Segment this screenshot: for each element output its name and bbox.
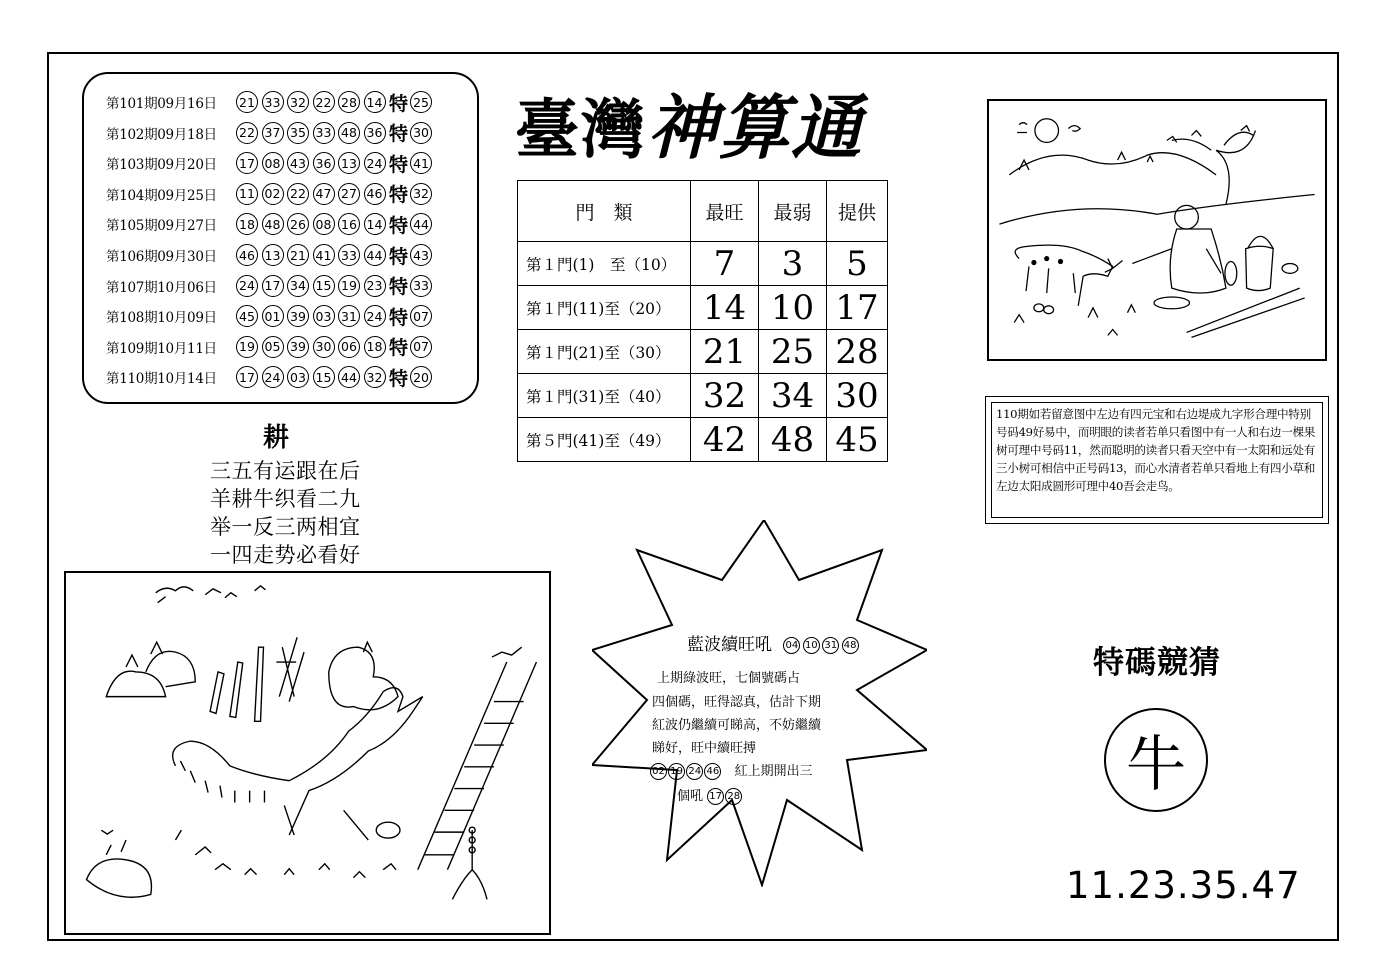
ball: 45 xyxy=(236,305,258,327)
ball: 04 xyxy=(783,637,800,654)
table-cell-min: 48 xyxy=(759,418,827,462)
ball: 19 xyxy=(236,336,258,358)
result-label: 第105期09月27日 xyxy=(106,218,217,235)
star-last-line xyxy=(677,785,739,805)
result-row xyxy=(106,88,436,116)
ball: 19 xyxy=(338,275,360,297)
special-marker: 特 xyxy=(389,306,409,329)
star-ball-line xyxy=(650,760,813,780)
result-row xyxy=(106,333,436,361)
result-label: 第106期09月30日 xyxy=(106,249,217,265)
special-ball: 07 xyxy=(410,305,432,327)
ball: 06 xyxy=(338,336,360,358)
star-title-balls xyxy=(783,635,855,655)
table-header: 門 類 xyxy=(518,181,691,242)
poem-title: 耕 xyxy=(263,423,290,453)
results-panel xyxy=(82,72,479,404)
special-marker: 特 xyxy=(389,92,409,115)
ball: 22 xyxy=(236,122,258,144)
star-title-text: 藍波續旺吼 xyxy=(687,635,772,655)
result-row xyxy=(106,180,436,208)
poem-line: 三五有运跟在后 xyxy=(210,459,361,483)
ball: 27 xyxy=(338,183,360,205)
table-cell-min: 25 xyxy=(759,330,827,374)
special-ball: 07 xyxy=(410,336,432,358)
guess-numbers: 11.23.35.47 xyxy=(1066,864,1301,907)
table-cell-max: 32 xyxy=(691,374,759,418)
special-ball: 30 xyxy=(410,122,432,144)
table-cell-max: 14 xyxy=(691,286,759,330)
guess-title: 特碼競猜 xyxy=(1093,645,1221,681)
ball: 48 xyxy=(338,122,360,144)
title-part1: 臺灣 xyxy=(515,93,647,168)
table-row xyxy=(518,242,888,286)
ball: 41 xyxy=(313,244,335,266)
riddle-picture-left xyxy=(64,571,551,935)
ball: 47 xyxy=(313,183,335,205)
ball: 16 xyxy=(338,213,360,235)
ball: 32 xyxy=(287,91,309,113)
poem-line: 羊耕牛织看二九 xyxy=(210,487,361,511)
result-row xyxy=(106,241,436,269)
star-line: 四個碼，旺得認真，估計下期 xyxy=(652,695,822,710)
hint-text: 110期如若留意图中左边有四元宝和右边堤成九字形合理中特别号码49好易中，而明眼的读者若单只看图中有一人和右边一棵果树可理中号码11，然而聪明的读者只看天空中有一太阳和远处有三小树可相信中正号码13，而心水清者若单只看地上有四小草和左边太阳成圆形可理中40吾会走鸟。 xyxy=(991,402,1323,518)
table-cell-label: 第５門(41)至（49） xyxy=(518,418,691,462)
table-header: 最旺 xyxy=(691,181,759,242)
special-ball: 32 xyxy=(410,183,432,205)
special-marker: 特 xyxy=(389,184,409,207)
table-cell-label: 第１門(31)至（40） xyxy=(518,374,691,418)
special-ball: 20 xyxy=(410,366,432,388)
result-label: 第109期10月11日 xyxy=(106,340,217,357)
guess-animal: 牛 xyxy=(1104,708,1208,812)
special-marker: 特 xyxy=(389,367,409,390)
table-cell-min: 34 xyxy=(759,374,827,418)
number-table xyxy=(517,180,888,462)
table-cell-give: 45 xyxy=(827,418,888,462)
special-ball: 41 xyxy=(410,152,432,174)
ball: 24 xyxy=(364,152,386,174)
table-cell-max: 42 xyxy=(691,418,759,462)
ball: 33 xyxy=(338,244,360,266)
ball: 08 xyxy=(262,152,284,174)
ball: 18 xyxy=(236,213,258,235)
table-cell-label: 第１門(21)至（30） xyxy=(518,330,691,374)
ball: 23 xyxy=(364,275,386,297)
result-row xyxy=(106,302,436,330)
table-row xyxy=(518,418,888,462)
special-ball: 25 xyxy=(410,91,432,113)
ball: 17 xyxy=(236,366,258,388)
ball: 44 xyxy=(338,366,360,388)
table-cell-give: 28 xyxy=(827,330,888,374)
ball: 01 xyxy=(262,305,284,327)
special-marker: 特 xyxy=(389,276,409,299)
star-last-prefix: 個吼 xyxy=(677,789,704,804)
table-cell-max: 21 xyxy=(691,330,759,374)
ball: 46 xyxy=(704,763,721,780)
table-cell-give: 5 xyxy=(827,242,888,286)
special-marker: 特 xyxy=(389,153,409,176)
ball: 15 xyxy=(313,275,335,297)
ball: 33 xyxy=(262,91,284,113)
table-cell-give: 17 xyxy=(827,286,888,330)
ball: 14 xyxy=(364,213,386,235)
table-cell-give: 30 xyxy=(827,374,888,418)
ball: 43 xyxy=(287,152,309,174)
table-cell-label: 第１門(11)至（20） xyxy=(518,286,691,330)
result-label: 第107期10月06日 xyxy=(106,279,217,296)
table-cell-label: 第１門(1) 至（10） xyxy=(518,242,691,286)
ball: 15 xyxy=(313,366,335,388)
ball: 36 xyxy=(364,122,386,144)
special-marker: 特 xyxy=(389,337,409,360)
table-header: 提供 xyxy=(827,181,888,242)
ball: 44 xyxy=(364,244,386,266)
star-line: 睇好，旺中續旺搏 xyxy=(652,741,757,756)
ball: 31 xyxy=(822,637,839,654)
table-row xyxy=(518,374,888,418)
ball: 03 xyxy=(313,305,335,327)
poem-line: 一四走势必看好 xyxy=(210,543,361,567)
table-cell-max: 7 xyxy=(691,242,759,286)
result-label: 第102期09月18日 xyxy=(106,126,217,143)
result-label: 第103期09月20日 xyxy=(106,157,217,174)
special-ball: 33 xyxy=(410,275,432,297)
ball: 32 xyxy=(364,366,386,388)
ball: 02 xyxy=(262,183,284,205)
result-label: 第110期10月14日 xyxy=(106,371,217,388)
ball: 13 xyxy=(338,152,360,174)
ball: 34 xyxy=(287,275,309,297)
table-cell-min: 3 xyxy=(759,242,827,286)
special-marker: 特 xyxy=(389,123,409,146)
table-row xyxy=(518,330,888,374)
ball: 31 xyxy=(338,305,360,327)
table-row xyxy=(518,286,888,330)
ball: 05 xyxy=(262,336,284,358)
ball: 02 xyxy=(650,763,667,780)
ball: 33 xyxy=(313,122,335,144)
table-cell-min: 10 xyxy=(759,286,827,330)
special-marker: 特 xyxy=(389,214,409,237)
ball: 36 xyxy=(313,152,335,174)
ball: 19 xyxy=(668,763,685,780)
result-label: 第101期09月16日 xyxy=(106,96,217,112)
ball: 30 xyxy=(313,336,335,358)
ball: 46 xyxy=(236,244,258,266)
ball: 10 xyxy=(803,637,820,654)
riddle-picture-right xyxy=(987,99,1327,361)
title-part2: 神算通 xyxy=(647,86,863,169)
ball: 14 xyxy=(364,91,386,113)
ball: 24 xyxy=(364,305,386,327)
table-header: 最弱 xyxy=(759,181,827,242)
ball: 22 xyxy=(313,91,335,113)
page-title xyxy=(515,72,900,169)
ball: 08 xyxy=(313,213,335,235)
result-label: 第108期10月09日 xyxy=(106,310,217,327)
ball: 17 xyxy=(262,275,284,297)
ball: 21 xyxy=(287,244,309,266)
ball: 11 xyxy=(236,183,258,205)
ball: 39 xyxy=(287,305,309,327)
star-line: 紅波仍繼續可睇高，不妨繼續 xyxy=(652,718,822,733)
special-ball: 44 xyxy=(410,213,432,235)
ball: 48 xyxy=(262,213,284,235)
ball: 17 xyxy=(236,152,258,174)
star-line: 上期綠波旺，七個號碼占 xyxy=(657,671,801,686)
ball: 03 xyxy=(287,366,309,388)
special-marker: 特 xyxy=(389,245,409,268)
ball: 48 xyxy=(842,637,859,654)
ball: 37 xyxy=(262,122,284,144)
result-row xyxy=(106,210,436,238)
poem-line: 举一反三两相宜 xyxy=(210,515,361,539)
result-row xyxy=(106,149,436,177)
ball: 17 xyxy=(707,788,724,805)
ball: 39 xyxy=(287,336,309,358)
ball: 24 xyxy=(686,763,703,780)
result-row xyxy=(106,119,436,147)
ball: 13 xyxy=(262,244,284,266)
ball: 46 xyxy=(364,183,386,205)
result-row xyxy=(106,272,436,300)
ball: 21 xyxy=(236,91,258,113)
ball: 24 xyxy=(262,366,284,388)
ball: 35 xyxy=(287,122,309,144)
ball: 24 xyxy=(236,275,258,297)
ball: 28 xyxy=(338,91,360,113)
table-header-row xyxy=(518,181,888,242)
ball: 28 xyxy=(725,788,742,805)
special-ball: 43 xyxy=(410,244,432,266)
hot-tip-star xyxy=(592,520,927,887)
result-row xyxy=(106,363,436,391)
result-label: 第104期09月25日 xyxy=(106,187,217,204)
star-bottom-text: 紅上期開出三 xyxy=(734,764,813,779)
hint-box xyxy=(985,396,1329,524)
star-title xyxy=(687,630,856,655)
ball: 26 xyxy=(287,213,309,235)
ball: 22 xyxy=(287,183,309,205)
ball: 18 xyxy=(364,336,386,358)
